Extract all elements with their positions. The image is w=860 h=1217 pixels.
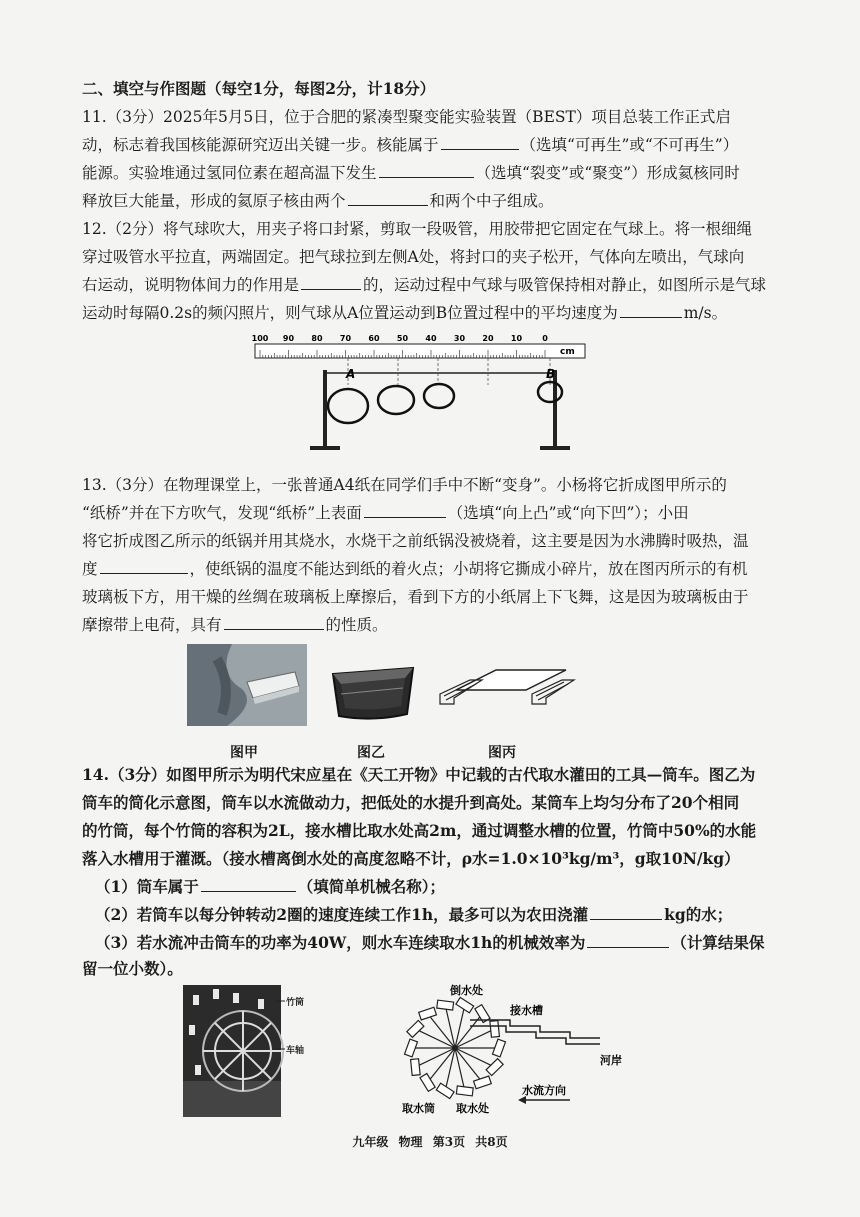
q14-line1: 14.（3分）如图甲所示为明代宋应星在《天工开物》中记载的古代取水灌田的工具—筒车。图乙为 [82,765,756,784]
label-a: A [346,367,356,381]
wheel-bucket [490,1021,500,1038]
ruler-tick-label: 30 [453,334,466,343]
wheel-spoke [455,1029,495,1048]
q13-line2 [82,502,782,524]
ruler-tick-label: 60 [368,334,380,343]
ruler-tick-label: 20 [482,334,494,343]
waterwheel-photo [183,985,313,1117]
answer-blank[interactable] [201,876,296,892]
caption-fig-yi: 图乙 [357,745,385,761]
balloon-2 [378,386,414,414]
ruler-tick-label: 100 [251,334,269,343]
q14-sub3 [95,932,795,954]
q12-text: 运动时每隔0.2s的频闪照片，则气球从A位置运动到B位置过程中的平均速度为 [82,304,618,322]
answer-blank[interactable] [379,162,474,178]
wheel-spoke [455,1048,495,1067]
q13-text: 摩擦带上电荷，具有 [82,616,222,634]
q14-text: （2）若筒车以每分钟转动2圈的速度连续工作1h，最多可以为农田浇灌 [95,905,589,924]
q14-text: （填简单机械名称）； [297,877,446,896]
q11-text: （选填“可再生”或“不可再生”） [520,136,739,154]
label-riverbank: 河岸 [600,1054,622,1067]
q14-sub1 [95,876,795,898]
ruler [255,344,585,358]
wheel-bucket [411,1059,421,1076]
q14-line-end: 留一位小数）。 [82,959,183,978]
q11-line2 [82,134,782,156]
q12-text: 右运动，说明物体间力的作用是 [82,276,300,294]
label-bamboo-tube: 竹筒 [286,998,305,1008]
balloon-strobe-figure [250,330,590,455]
q11-text: 和两个中子组成。 [429,192,554,210]
q13-line4 [82,558,782,580]
q13-text: 度 [82,560,98,578]
q13-line5: 玻璃板下方，用干燥的丝绸在玻璃板上摩擦后，看到下方的小纸屑上下飞舞，这是因为玻璃板由于 [82,588,749,606]
ruler-tick-label: 10 [510,334,523,343]
ruler-tick-label: 40 [425,334,437,343]
q11-line1: 11.（3分）2025年5月5日，位于合肥的紧凑型聚变能实验装置（BEST）项目总装工作正式启 [82,108,731,126]
answer-blank[interactable] [441,134,519,150]
q14-line3: 的竹筒，每个竹筒的容积为2L，接水槽比取水处高2m，通过调整水槽的位置，竹筒中50%的水能 [82,821,757,840]
answer-blank[interactable] [100,558,188,574]
q14-line2: 筒车的简化示意图，筒车以水流做动力，把低处的水提升到高处。某筒车上均匀分布了20个相同 [82,793,740,812]
q14-text: （3）若水流冲击筒车的功率为40W，则水车连续取水1h的机械效率为 [95,933,586,952]
q13-text: “纸桥”并在下方吹气，发现“纸桥”上表面 [82,504,362,522]
label-b: B [546,367,556,381]
wheel-bucket [436,1083,454,1098]
glass-plate-drawing [436,660,576,714]
q11-text: 能源。实验堆通过氢同位素在超高温下发生 [82,164,377,182]
q13-line6 [82,614,782,636]
label-pour-point: 倒水处 [450,984,483,997]
ruler-tick-label: 90 [282,334,295,343]
q12-text: 的，运动过程中气球与吸管保持相对静止，如图所示是气球 [363,276,767,294]
q11-text: 动，标志着我国核能源研究迈出关键一步。核能属于 [82,136,439,154]
wheel-bucket [437,1000,454,1010]
q11-text: 释放巨大能量，形成的氦原子核由两个 [82,192,346,210]
q13-text: 的性质。 [325,616,388,634]
wheel-bucket [419,1007,437,1020]
q12-line4 [82,302,782,324]
answer-blank[interactable] [224,614,324,630]
page-footer: 九年级 物理 第3页 共8页 [352,1135,508,1149]
label-trough: 接水槽 [510,1004,543,1017]
answer-blank[interactable] [590,904,662,920]
q11-line4 [82,190,782,212]
q12-line1: 12.（2分）将气球吹大，用夹子将口封紧，剪取一段吸管，用胶带把它固定在气球上。将一根细绳 [82,220,753,238]
q14-text: （1）筒车属于 [95,877,199,896]
paper-pot-drawing [327,654,419,724]
waterwheel-schematic [400,980,640,1120]
ruler-tick-label: 70 [339,334,352,343]
wheel-bucket [486,1059,503,1076]
q13-text: ，使纸锅的温度不能达到纸的着火点；小胡将它撕成小碎片，放在图丙所示的有机 [189,560,748,578]
answer-blank[interactable] [301,274,361,290]
balloon-1 [328,389,368,423]
wheel-bucket [493,1039,506,1057]
photo-paper-bridge [187,644,307,726]
wheel-bucket [456,1086,473,1096]
wheel-spoke [415,1029,455,1048]
q12-line2: 穿过吸管水平拉直，两端固定。把气球拉到左侧A处，将封口的夹子松开，气体向左喷出，气球向 [82,248,745,266]
wheel-bucket [407,1020,424,1037]
answer-blank[interactable] [620,302,682,318]
answer-blank[interactable] [348,190,428,206]
caption-fig-jia: 图甲 [230,745,258,761]
answer-blank[interactable] [587,932,669,948]
wheel-spoke [415,1048,455,1067]
q14-line4: 落入水槽用于灌溉。（接水槽离倒水处的高度忽略不计，ρ水=1.0×10³kg/m³，g取10N/kg） [82,849,740,868]
ruler-tick-label: 0 [542,334,548,343]
label-axle: 车轴 [286,1046,305,1056]
q14-sub2 [95,904,795,926]
balloon-3 [424,384,454,408]
ruler-tick-label: 80 [311,334,323,343]
q14-text: （计算结果保 [671,933,765,952]
wheel-bucket [456,997,474,1012]
ruler-unit: cm [560,347,575,357]
section-title: 二、填空与作图题（每空1分，每图2分，计18分） [82,79,436,98]
q13-line3: 将它折成图乙所示的纸锅并用其烧水，水烧干之前纸锅没被烧着，这主要是因为水沸腾时吸热，温 [82,532,749,550]
label-water-tube: 取水筒 [402,1102,435,1115]
q13-text: （选填“向上凸”或“向下凹”）；小田 [447,504,689,522]
caption-fig-bing: 图丙 [488,745,516,761]
q12-line3 [82,274,782,296]
q14-text: kg的水； [664,905,733,924]
q13-line1: 13.（3分）在物理课堂上，一张普通A4纸在同学们手中不断“变身”。小杨将它折成图甲所示的 [82,476,727,494]
label-intake: 取水处 [456,1102,489,1115]
wheel-bucket [405,1039,418,1057]
q11-line3 [82,162,782,184]
q11-text: （选填“裂变”或“聚变”）形成氦核同时 [475,164,740,182]
ruler-tick-label: 50 [396,334,409,343]
label-flow-direction: 水流方向 [522,1084,566,1097]
wheel-bucket [474,1076,492,1089]
q12-text: m/s。 [683,304,728,322]
answer-blank[interactable] [364,502,446,518]
